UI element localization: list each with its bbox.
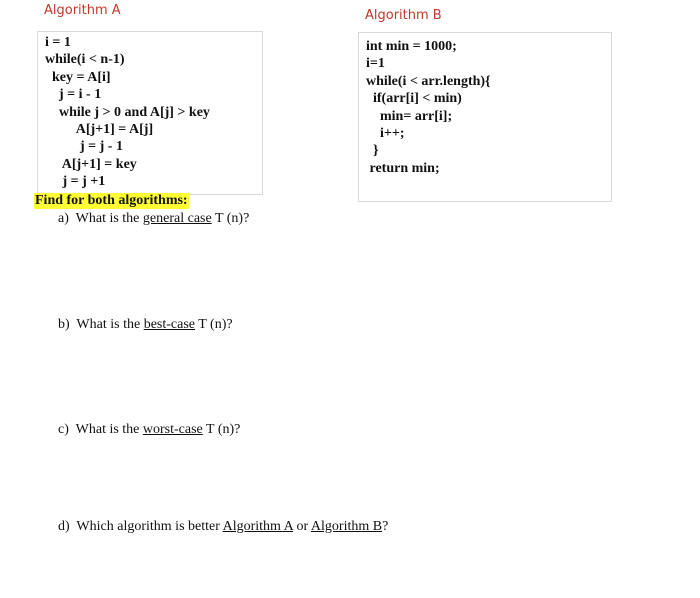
question-c-text: What is the — [75, 422, 143, 437]
question-b-marker: b) — [58, 317, 70, 332]
question-c-marker: c) — [58, 422, 69, 437]
question-b-underlined: best-case — [143, 317, 195, 332]
find-for-both-label: Find for both algorithms: — [35, 193, 188, 208]
question-c-suffix: T (n)? — [202, 422, 241, 437]
question-d-marker: d) — [58, 519, 70, 534]
question-d-text: Which algorithm is better — [76, 519, 223, 534]
question-d-underlined-a: Algorithm A — [222, 519, 294, 534]
question-d-underlined-b: Algorithm B — [310, 519, 383, 534]
question-a-text: What is the — [75, 211, 143, 226]
algorithm-a-title: Algorithm A — [44, 3, 121, 18]
question-a — [58, 211, 249, 227]
algorithm-b-title: Algorithm B — [365, 8, 442, 23]
algorithm-a-code: i = 1 while(i < n-1) key = A[i] j = i - 1 while j > 0 and A[j] > key A[j+1] = A[j] j = j - 1 A[j+1] = key j = j +1 — [45, 35, 210, 190]
question-d-suffix: ? — [382, 519, 389, 534]
algorithm-b-code: int min = 1000; i=1 while(i < arr.length){ if(arr[i] < min) min= arr[i]; i++; } return min; — [366, 39, 491, 176]
question-a-suffix: T (n)? — [211, 211, 250, 226]
question-d-or: or — [293, 519, 311, 534]
question-c — [58, 422, 240, 438]
question-d — [58, 519, 388, 535]
question-b-text: What is the — [76, 317, 144, 332]
question-b — [58, 317, 233, 333]
question-a-underlined: general case — [142, 211, 212, 226]
question-a-marker: a) — [58, 211, 69, 226]
question-c-underlined: worst-case — [142, 422, 203, 437]
question-b-suffix: T (n)? — [195, 317, 233, 332]
